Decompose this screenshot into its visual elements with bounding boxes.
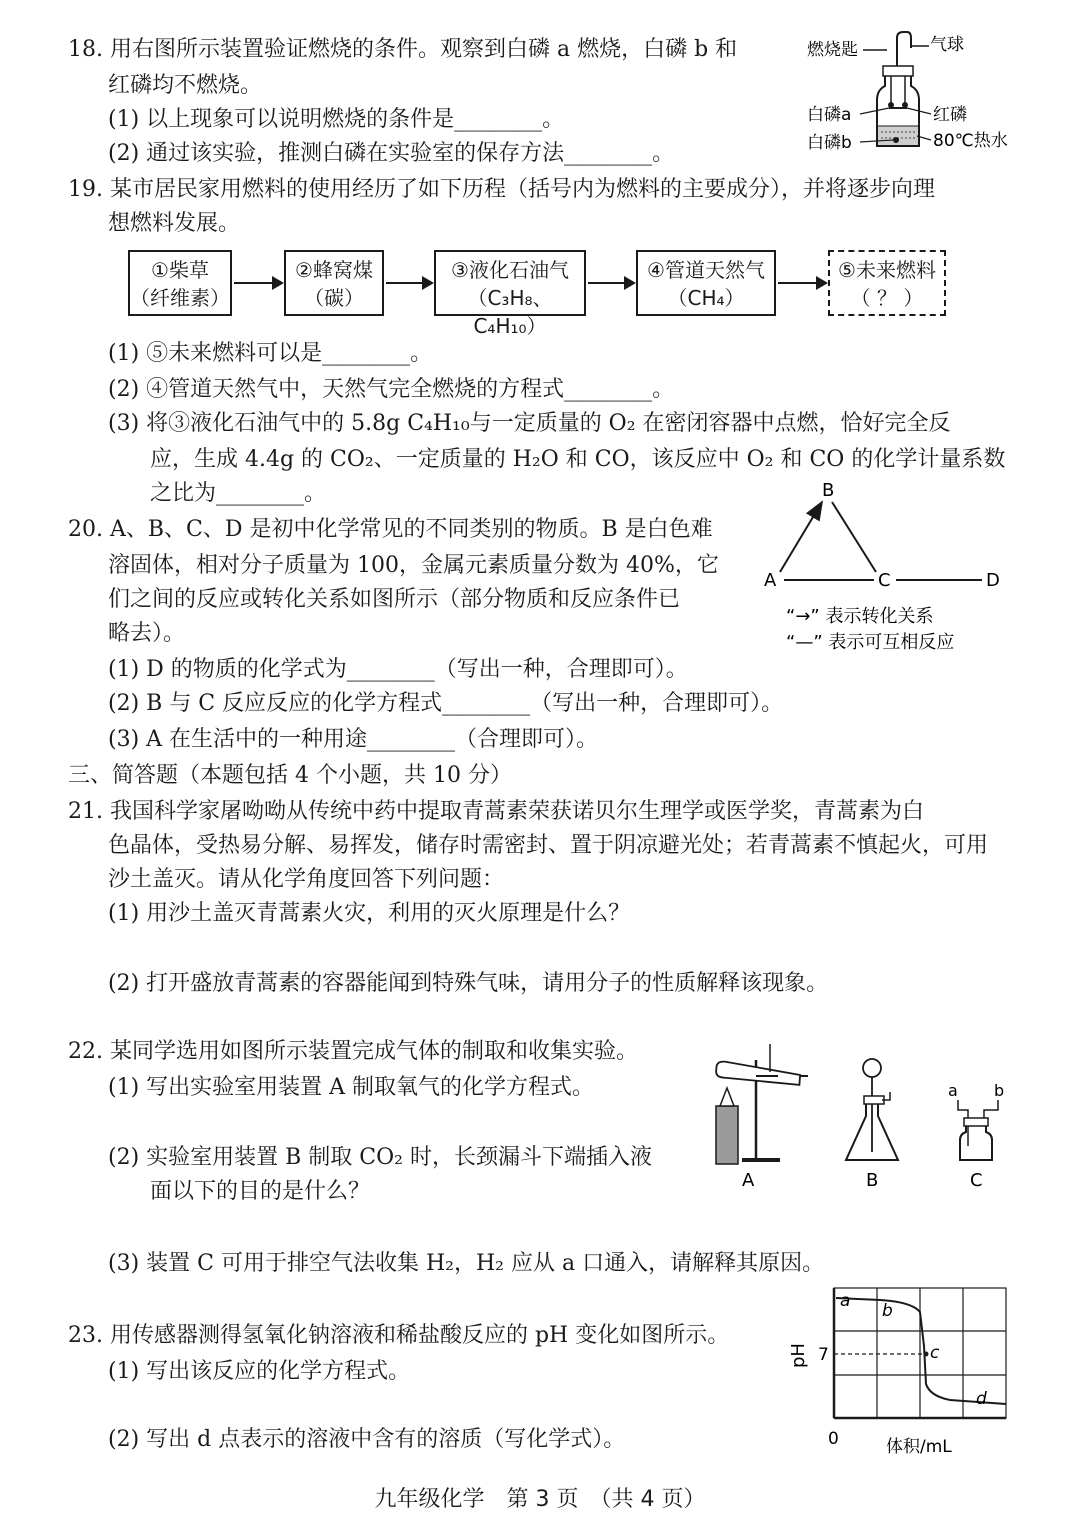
q21-sub1: (1) 用沙土盖灭青蒿素火灾，利用的灭火原理是什么？ [108, 901, 631, 926]
flow-box-2-sub: （碳） [304, 286, 364, 310]
flow-box-2 [284, 250, 384, 316]
fig20-legend-react: “—” 表示可互相反应 [786, 632, 955, 653]
flow-box-3 [434, 250, 586, 338]
flow-arrow-2 [386, 282, 432, 284]
apparatus-b [846, 1059, 898, 1191]
q22-sub2a: (2) 实验室用装置 B 制取 CO₂ 时，长颈漏斗下端插入液 [108, 1145, 652, 1170]
flow-box-5-sub: （ ？ ） [850, 286, 924, 310]
flow-box-5-title: ⑤未来燃料 [838, 258, 936, 282]
q23-sub1: (1) 写出该反应的化学方程式。 [108, 1359, 411, 1384]
fig23-point-c: c [930, 1343, 940, 1363]
q20-line3: 们之间的反应或转化关系如图所示（部分物质和反应条件已 [108, 587, 681, 612]
flow-box-3-sub: （C₃H₈、C₄H₁₀） [467, 286, 553, 338]
flow-box-2-title: ②蜂窝煤 [295, 258, 373, 282]
q18-line2: 红磷均不燃烧。 [108, 73, 263, 98]
flow-box-3-title: ③液化石油气 [451, 258, 569, 282]
q20-line4: 略去）。 [108, 621, 186, 646]
fig22-label-B: B [866, 1170, 879, 1191]
apparatus-c [948, 1081, 1004, 1191]
flow-box-1-sub: （纤维素） [130, 286, 230, 310]
fig20-legend-convert: “→” 表示转化关系 [786, 606, 934, 627]
q20-sub1: (1) D 的物质的化学式为________（写出一种，合理即可）。 [108, 657, 688, 682]
apparatus-a [716, 1044, 808, 1191]
q23-sub2: (2) 写出 d 点表示的溶液中含有的溶质（写化学式）。 [108, 1427, 626, 1452]
q21-line2: 色晶体，受热易分解、易挥发，储存时需密封、置于阴凉避光处；若青蒿素不慎起火，可用 [108, 833, 989, 858]
fig18-spoon-label: 燃烧匙 [807, 40, 858, 60]
fig22-label-A: A [742, 1170, 755, 1191]
fig23-point-b: b [882, 1301, 893, 1321]
q21-sub2: (2) 打开盛放青蒿素的容器能闻到特殊气味，请用分子的性质解释该现象。 [108, 971, 829, 996]
fig18-white-b-label: 白磷b [807, 133, 852, 153]
q19-sub1: (1) ⑤未来燃料可以是________。 [108, 341, 433, 366]
q20-line1: 20. A、B、C、D 是初中化学常见的不同类别的物质。B 是白色难 [68, 517, 713, 542]
section-3-heading: 三、简答题（本题包括 4 个小题，共 10 分） [68, 763, 512, 788]
fig23-origin: 0 [828, 1429, 839, 1449]
fig22-port-a: a [948, 1081, 958, 1100]
q22-sub1: (1) 写出实验室用装置 A 制取氧气的化学方程式。 [108, 1075, 595, 1100]
flow-box-4-sub: （CH₄） [667, 286, 745, 310]
q18-line1: 18. 用右图所示装置验证燃烧的条件。观察到白磷 a 燃烧，白磷 b 和 [68, 37, 738, 62]
ph-curve-figure [780, 1284, 1020, 1464]
fig23-xlabel: 体积/mL [886, 1437, 952, 1457]
flow-box-1-title: ①柴草 [151, 258, 209, 282]
flow-box-4-title: ④管道天然气 [647, 258, 765, 282]
q21-line1: 21. 我国科学家屠呦呦从传统中药中提取青蒿素荣获诺贝尔生理学或医学奖，青蒿素为白 [68, 799, 924, 824]
fig18-water-label: 80℃热水 [933, 131, 1008, 151]
q19-line1: 19. 某市居民家用燃料的使用经历了如下历程（括号内为燃料的主要成分），并将逐步向理 [68, 177, 935, 202]
fig18-balloon-label: 气球 [930, 35, 964, 55]
q18-sub2: (2) 通过该实验，推测白磷在实验室的保存方法________。 [108, 141, 675, 166]
q19-line2: 想燃料发展。 [108, 211, 241, 236]
fig23-seven: 7 [818, 1345, 829, 1365]
fig23-ylabel: pH [788, 1343, 809, 1368]
fig23-point-d: d [976, 1389, 987, 1409]
gas-apparatus-figure [708, 1040, 1028, 1196]
q19-sub2: (2) ④管道天然气中，天然气完全燃烧的方程式________。 [108, 377, 675, 402]
q19-sub3a: (3) 将③液化石油气中的 5.8g C₄H₁₀与一定质量的 O₂ 在密闭容器中点燃，恰好完全反 [108, 411, 951, 436]
flow-box-4 [636, 250, 776, 316]
q20-sub3: (3) A 在生活中的一种用途________（合理即可）。 [108, 727, 599, 752]
abcd-relation-figure [760, 480, 1020, 660]
fig18-white-a-label: 白磷a [807, 105, 852, 125]
fig18-red-label: 红磷 [933, 105, 967, 125]
flow-arrow-4 [778, 282, 826, 284]
q22-sub3: (3) 装置 C 可用于排空气法收集 H₂，H₂ 应从 a 口通入，请解释其原因。 [108, 1251, 825, 1276]
q18-sub1: (1) 以上现象可以说明燃烧的条件是________。 [108, 107, 565, 132]
q19-sub3c: 之比为________。 [150, 481, 327, 506]
flow-box-1 [128, 250, 232, 316]
page-footer: 九年级化学 第 3 页 （共 4 页） [374, 1487, 706, 1512]
fig20-label-D: D [986, 570, 1000, 591]
q21-line3: 沙土盖灭。请从化学角度回答下列问题： [108, 867, 505, 892]
combustion-apparatus-figure [805, 28, 1035, 158]
fig23-point-a: a [840, 1291, 851, 1311]
fig22-label-C: C [970, 1170, 983, 1191]
flow-arrow-3 [588, 282, 634, 284]
q19-sub3b: 应，生成 4.4g 的 CO₂、一定质量的 H₂O 和 CO，该反应中 O₂ 和 CO 的化学计量系数 [150, 447, 1006, 472]
q22-sub2b: 面以下的目的是什么？ [150, 1179, 371, 1204]
flow-box-5 [828, 250, 946, 316]
fig20-label-B: B [822, 480, 835, 501]
fig20-label-A: A [764, 570, 777, 591]
flow-arrow-1 [234, 282, 282, 284]
q20-line2: 溶固体，相对分子质量为 100，金属元素质量分数为 40%，它 [108, 553, 719, 578]
q22-line1: 22. 某同学选用如图所示装置完成气体的制取和收集实验。 [68, 1039, 638, 1064]
q23-line1: 23. 用传感器测得氢氧化钠溶液和稀盐酸反应的 pH 变化如图所示。 [68, 1323, 730, 1348]
q20-sub2: (2) B 与 C 反应反应的化学方程式________（写出一种，合理即可）。 [108, 691, 784, 716]
fig20-label-C: C [878, 570, 891, 591]
fig22-port-b: b [994, 1081, 1005, 1100]
